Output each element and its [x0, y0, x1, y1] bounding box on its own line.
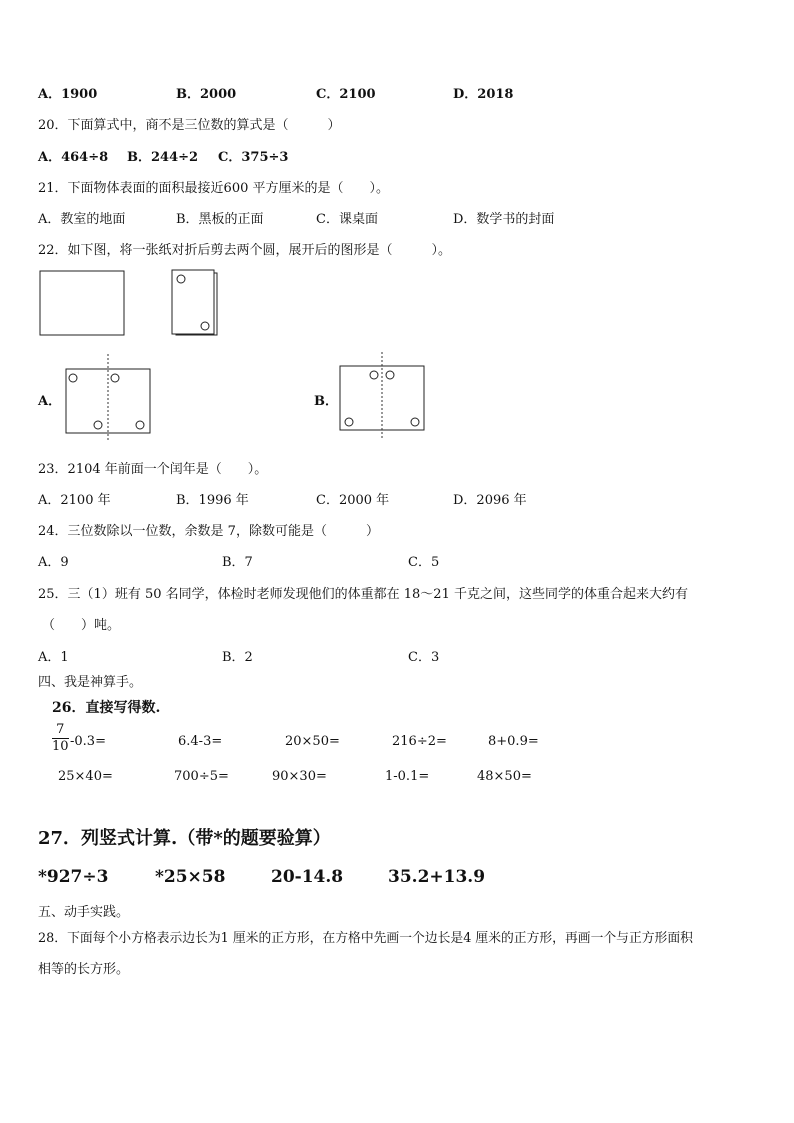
- q27-title: 27．列竖式计算.（带*的题要验算）: [38, 828, 331, 849]
- q22-question: 22．如下图，将一张纸对折后剪去两个圆，展开后的图形是（ ）。: [38, 243, 452, 258]
- q19-option-d: D．2018: [453, 87, 514, 102]
- section5-title: 五、动手实践。: [38, 905, 130, 920]
- q26-item: 25×40=: [58, 769, 113, 784]
- q26-item: 8+0.9=: [488, 734, 539, 749]
- q19-option-b: B．2000: [176, 87, 237, 102]
- q23-question: 23．2104 年前面一个闰年是（ ）。: [38, 462, 268, 477]
- q26-item: 6.4-3=: [178, 734, 223, 749]
- q24-option-a: A．9: [38, 555, 69, 570]
- q22-b-hole: [370, 371, 378, 379]
- q22-paper-rect: [40, 271, 124, 335]
- q25-option-b: B．2: [222, 650, 253, 665]
- q22-a-hole: [94, 421, 102, 429]
- q22-a-hole: [69, 374, 77, 382]
- q22-option-a: A．: [38, 394, 62, 409]
- q21-option-a: A．教室的地面: [38, 212, 126, 227]
- q22-b-hole: [386, 371, 394, 379]
- q26-title: 26．直接写得数.: [52, 700, 161, 716]
- q20-option-b: B．244÷2: [127, 150, 199, 165]
- q25-question: 25．三（1）班有 50 名同学，体检时老师发现他们的体重都在 18～21 千克之间，这些同学的体重合起来大约有: [38, 587, 688, 602]
- q19-option-c: C．2100: [316, 87, 376, 102]
- q27-item: 35.2+13.9: [388, 867, 486, 887]
- section4-title: 四、我是神算手。: [38, 675, 143, 690]
- q21-option-b: B．黑板的正面: [176, 212, 264, 227]
- q26-item: -0.3=: [70, 734, 106, 749]
- q26-item: 216÷2=: [392, 734, 447, 749]
- q24-option-c: C．5: [408, 555, 440, 570]
- q20-option-c: C．375÷3: [218, 150, 289, 165]
- q24-option-b: B．7: [222, 555, 253, 570]
- q26-item: 20×50=: [285, 734, 340, 749]
- q22-option-b: B．: [314, 394, 338, 409]
- q22-option-a-figure: [64, 352, 164, 442]
- q25-option-a: A．1: [38, 650, 69, 665]
- q25-question-cont: （ ）吨。: [42, 618, 121, 633]
- q22-b-hole: [411, 418, 419, 426]
- q26-fraction: [52, 722, 69, 755]
- q23-option-b: B．1996 年: [176, 493, 249, 508]
- q26-item: 1-0.1=: [385, 769, 430, 784]
- q26-item: 90×30=: [272, 769, 327, 784]
- q24-question: 24．三位数除以一位数，余数是 7，除数可能是（ ）: [38, 524, 379, 539]
- q27-item: *25×58: [155, 867, 226, 887]
- q28-question: 28．下面每个小方格表示边长为1 厘米的正方形，在方格中先画一个边长是4 厘米的正方形，再画一个与正方形面积: [38, 931, 693, 946]
- q22-a-hole: [111, 374, 119, 382]
- q20-option-a: A．464÷8: [38, 150, 109, 165]
- q23-option-c: C．2000 年: [316, 493, 390, 508]
- q21-option-c: C．课桌面: [316, 212, 378, 227]
- q23-option-a: A．2100 年: [38, 493, 111, 508]
- q25-option-c: C．3: [408, 650, 440, 665]
- q22-figure-paper: [38, 268, 268, 348]
- q21-option-d: D．数学书的封面: [453, 212, 555, 227]
- q19-option-a: A．1900: [38, 87, 98, 102]
- q22-folded-front: [172, 270, 214, 334]
- q22-option-b-figure: [338, 350, 438, 440]
- q21-question: 21．下面物体表面的面积最接近600 平方厘米的是（ ）。: [38, 181, 389, 196]
- q26-fraction-numerator: 7: [52, 722, 69, 739]
- q20-question: 20．下面算式中，商不是三位数的算式是（ ）: [38, 118, 341, 133]
- q28-question-cont: 相等的长方形。: [38, 962, 130, 977]
- q27-item: 20-14.8: [271, 867, 344, 887]
- q26-item: 700÷5=: [174, 769, 229, 784]
- q23-option-d: D．2096 年: [453, 493, 527, 508]
- q27-item: *927÷3: [38, 867, 109, 887]
- q22-b-hole: [345, 418, 353, 426]
- q22-a-hole: [136, 421, 144, 429]
- q26-fraction-denominator: 10: [52, 739, 69, 754]
- q26-item: 48×50=: [477, 769, 532, 784]
